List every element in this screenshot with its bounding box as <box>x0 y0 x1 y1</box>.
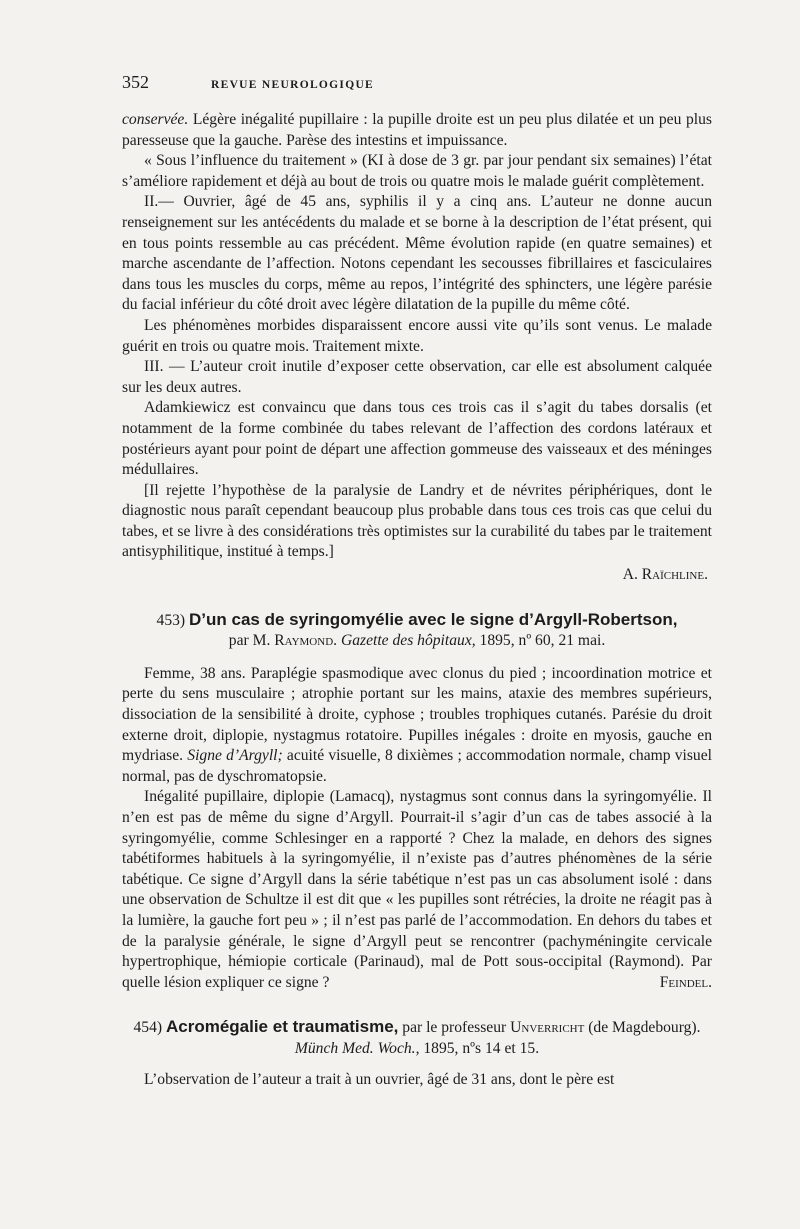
italic-text: Signe d’Argyll; <box>187 747 283 765</box>
author-name: Unverricht <box>510 1019 585 1037</box>
paragraph: [Il rejette l’hypothèse de la paralysie de Landry et de névrites périphériques, dont le diagnostic nous paraît cependant beaucoup plus probable dans tous ces trois cas que celui du tabes, et se livre à des considérations très optimistes sur la curabilité du tabes par le traitement antisyphilitique, institué à temps.] <box>122 481 712 561</box>
author-signature: A. Raïchline. <box>622 566 708 584</box>
page-number: 352 <box>122 72 149 92</box>
paragraph: III. — L’auteur croit inutile d’exposer cette observation, car elle est absolument calquée sur les deux autres. <box>122 358 712 396</box>
paragraph: II.— Ouvrier, âgé de 45 ans, syphilis il y a cinq ans. L’auteur ne donne aucun renseignement sur les antécédents du malade et se borne à la description de l’état présent, qui en tous points ressemble au cas précédent. Même évolution rapide (en quatre semaines) et marche ascendante de l’affection. Notons cependant les secousses fibrillaires et fasciculaires dans tous les muscles du corps, même au repos, l’intégrité des sphincters, une légère parésie du facial inférieur du côté droit avec légère dilatation de la pupille du même côté. <box>122 193 712 314</box>
section-number: 454) <box>133 1019 163 1037</box>
running-title: REVUE NEUROLOGIQUE <box>211 79 375 91</box>
author-signature: Feindel. <box>659 973 712 991</box>
section-citation: par M. Raymond. Gazette des hôpitaux, 1895, nº 60, 21 mai. <box>228 632 606 650</box>
paragraph: Les phénomènes morbides disparaissent encore aussi vite qu’ils sont venus. Le malade guérit en trois ou quatre mois. Traitement mixte. <box>122 316 712 355</box>
paragraph: Adamkiewicz est convaincu que dans tous ces trois cas il s’agit du tabes dorsalis (et notamment de la forme combinée du tabes relevant de l’affection des cordons latéraux et postérieurs ayant pour point de départ une affection gommeuse des vaisseaux et des méninges médullaires. <box>122 399 712 479</box>
paragraph: « Sous l’influence du traitement » (KI à dose de 3 gr. par jour pendant six semaines) l’état s’améliore rapidement et déjà au bout de trois ou quatre mois le malade guérit complètement. <box>122 152 712 190</box>
section-title: Acromégalie et traumatisme, <box>165 1017 399 1037</box>
page-content <box>122 72 712 1090</box>
journal-name: Gazette des hôpitaux, <box>340 632 476 650</box>
section-number: 453) <box>156 611 186 629</box>
journal-name: Münch Med. Woch., <box>294 1039 420 1057</box>
paragraph: L’observation de l’auteur a trait à un ouvrier, âgé de 31 ans, dont le père est <box>144 1070 615 1088</box>
section-heading-453 <box>122 610 712 632</box>
author-name: Raymond <box>274 632 334 650</box>
paragraph: conservée. Légère inégalité pupillaire : la pupille droite est un peu plus dilatée et un peu plus paresseuse que la gauche. Parèse des intestins et impuissance. <box>122 111 712 149</box>
section-heading-454: 454) Acromégalie et traumatisme, par le professeur Unverricht (de Magdebourg). Münch Med. Woch., 1895, nºs 14 et 15. <box>133 1017 701 1057</box>
section-title: D’un cas de syringomyélie avec le signe d’Argyll-Robertson, <box>189 609 678 629</box>
paragraph: Inégalité pupillaire, diplopie (Lamacq), nystagmus sont connus dans la syringomyélie. Il n’en est pas de même du signe d’Argyll. Pourrait-il s’agir d’un cas de tabes associé à la syringomyélie, comme Schlesinger en a rapporté ? Chez la malade, en dehors des signes tabétiformes habituels à la syringomyélie, il n’existe pas d’autres phénomènes de la série tabétique. Ce signe d’Argyll dans la série tabétique n’est pas un cas absolument isolé : dans une observation de Schultze il est dit que « les pupilles sont rétrécies, la droite ne réagit pas à la lumière, la gauche fort peu » ; il n’est pas parlé de l’accommodation. En dehors du tabes et de la paralysie générale, le signe d’Argyll peut se rencontrer (pachyméningite cervicale hypertrophique, hémiopie corticale (Parinaud), mal de Pott sous-occipital (Raymond). Par quelle lésion expliquer ce signe ? Feindel. <box>122 787 712 993</box>
paragraph: Femme, 38 ans. Paraplégie spasmodique avec clonus du pied ; incoordination motrice et perte du sens musculaire ; atrophie portant sur les mains, ataxie des membres supérieurs, dissociation de la sensibilité à droite, cyphose ; troubles trophiques cutanés. Parésie du droit externe droit, diplopie, nystagmus rotatoire. Pupilles inégales : droite en myosis, gauche en mydriase. Signe d’Argyll; acuité visuelle, 8 dixièmes ; accommodation normale, champ visuel normal, pas de dyschromatopsie. <box>122 664 712 785</box>
italic-text: conservée. <box>122 111 189 128</box>
page-header <box>122 72 712 110</box>
